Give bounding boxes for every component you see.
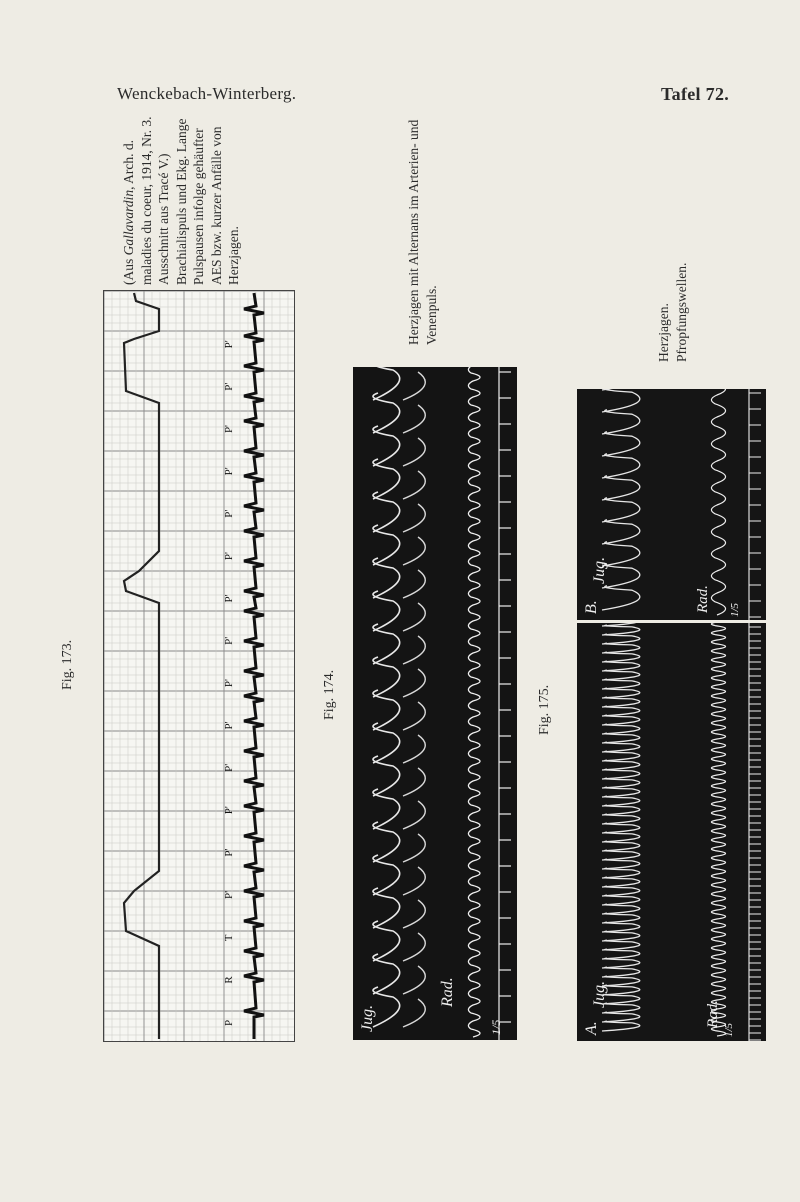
fig173-caption-author: Gallavardin bbox=[121, 189, 136, 256]
ecg-wave-label: P' bbox=[223, 424, 235, 434]
fig173-graph bbox=[104, 291, 294, 1041]
fig175b-rad-label: Rad. bbox=[695, 585, 711, 613]
jugular-pulse-beat bbox=[403, 636, 425, 664]
ecg-wave-label: P bbox=[223, 1019, 235, 1026]
jugular-pulse-beat bbox=[602, 904, 640, 914]
fig175b-jug-label: Jug. bbox=[591, 556, 608, 584]
jugular-pulse-beat bbox=[403, 768, 425, 796]
fig173-label: Fig. 173. bbox=[60, 639, 75, 690]
jugular-pulse-beat bbox=[602, 967, 640, 977]
jugular-pulse-beat bbox=[602, 476, 640, 500]
radial-pulse-curve bbox=[711, 623, 725, 1036]
ecg-wave-label: P' bbox=[223, 721, 235, 730]
ecg-wave-label: P' bbox=[223, 382, 235, 391]
fig173-caption-rest: , Arch. d. maladies du coeur, 1914, Nr. 3. Ausschnitt aus Tracé V.) Brachialispuls und Ekg. Lange Pulspausen infolge gehäufter AES bzw. kurzer Anfälle von Herzjagen. bbox=[121, 116, 241, 285]
ecg-wave-label: P' bbox=[223, 763, 235, 772]
jugular-pulse-beat bbox=[602, 634, 640, 644]
jugular-pulse-beat bbox=[602, 949, 640, 959]
fig173-caption-pre: (Aus bbox=[121, 255, 136, 285]
jugular-pulse-beat bbox=[403, 867, 425, 895]
jugular-pulse-beat bbox=[602, 760, 640, 770]
jugular-pulse-beat bbox=[403, 570, 425, 598]
jugular-pulse-beat bbox=[602, 733, 640, 743]
jugular-pulse-beat bbox=[602, 432, 640, 456]
jugular-pulse-beat bbox=[602, 625, 640, 635]
fig175b-letter: B. bbox=[583, 600, 600, 614]
plate-number: Tafel 72. bbox=[661, 84, 730, 104]
fig174-jug-label: Jug. bbox=[359, 1004, 376, 1032]
fig175a-rad-label: Rad. bbox=[705, 1000, 721, 1028]
jugular-pulse-beat bbox=[602, 454, 640, 478]
jugular-pulse-beat bbox=[602, 652, 640, 662]
jugular-pulse-beat bbox=[602, 661, 640, 671]
jugular-pulse-beat bbox=[602, 410, 640, 434]
jugular-pulse-beat bbox=[602, 1021, 640, 1031]
ecg-wave-label: P' bbox=[223, 806, 235, 815]
jugular-pulse-beat bbox=[403, 669, 425, 697]
jugular-pulse-beat bbox=[403, 834, 425, 862]
jugular-pulse-beat bbox=[602, 922, 640, 932]
ecg-wave-label: P' bbox=[223, 552, 235, 561]
brachial-pulse-curve bbox=[124, 293, 159, 1039]
jugular-pulse-beat bbox=[602, 778, 640, 788]
ecg-wave-label: P' bbox=[223, 467, 235, 476]
ecg-curve bbox=[244, 293, 264, 1039]
fig175-panel-b bbox=[577, 389, 766, 620]
jugular-pulse-beat bbox=[602, 859, 640, 869]
ecg-wave-label: R bbox=[223, 976, 235, 984]
jugular-pulse-beat bbox=[602, 498, 640, 522]
fig175a-jug-label: Jug. bbox=[591, 980, 608, 1008]
jugular-pulse-beat bbox=[602, 940, 640, 950]
ecg-wave-label: P' bbox=[223, 848, 235, 857]
jugular-pulse-beat bbox=[602, 697, 640, 707]
jugular-pulse-beat bbox=[602, 688, 640, 698]
fig175-panel-a bbox=[577, 623, 766, 1041]
jugular-pulse-beat bbox=[602, 1012, 640, 1022]
jugular-pulse-beat bbox=[373, 367, 400, 400]
jugular-pulse-beat bbox=[403, 504, 425, 532]
fig175b-graph bbox=[577, 389, 766, 620]
jugular-pulse-beat bbox=[602, 751, 640, 761]
jugular-pulse-beat bbox=[403, 933, 425, 961]
jugular-pulse-beat bbox=[602, 850, 640, 860]
fig174-time-label: 1/5 bbox=[489, 1019, 503, 1035]
ecg-wave-label: P' bbox=[223, 679, 235, 688]
jugular-pulse-beat bbox=[403, 801, 425, 829]
jugular-pulse-beat bbox=[602, 877, 640, 887]
jugular-pulse-beat bbox=[602, 814, 640, 824]
jugular-pulse-beat bbox=[403, 999, 425, 1027]
fig174-caption: Herzjagen mit Alternans im Arterien- und Venenpuls. bbox=[406, 119, 439, 345]
running-header-authors: Wenckebach-Winterberg. bbox=[117, 84, 297, 103]
ecg-wave-label: P' bbox=[223, 890, 235, 899]
jugular-pulse-beat bbox=[602, 796, 640, 806]
jugular-pulse-beat bbox=[403, 702, 425, 730]
jugular-pulse-beat bbox=[602, 706, 640, 716]
jugular-pulse-beat bbox=[403, 966, 425, 994]
jugular-pulse-beat bbox=[602, 623, 640, 626]
fig175-caption: Herzjagen. Pfropfungswellen. bbox=[656, 262, 689, 362]
jugular-pulse-beat bbox=[403, 438, 425, 466]
fig174-rad-label: Rad. bbox=[439, 977, 456, 1007]
jugular-pulse-beat bbox=[602, 931, 640, 941]
jugular-pulse-beat bbox=[602, 832, 640, 842]
jugular-pulse-beat bbox=[602, 958, 640, 968]
jugular-pulse-beat bbox=[602, 643, 640, 653]
fig174-tracing bbox=[353, 367, 517, 1040]
jugular-pulse-beat bbox=[602, 520, 640, 544]
fig175a-letter: A. bbox=[583, 1021, 600, 1035]
fig173-tracing bbox=[103, 290, 295, 1042]
jugular-pulse-beat bbox=[602, 895, 640, 905]
fig173-caption bbox=[120, 110, 243, 285]
fig175a-time-label: 1/5 bbox=[723, 1022, 735, 1037]
ecg-wave-label: P' bbox=[223, 509, 235, 518]
ecg-wave-label: T bbox=[223, 934, 235, 942]
jugular-pulse-beat bbox=[403, 735, 425, 763]
jugular-pulse-beat bbox=[602, 886, 640, 896]
jugular-pulse-beat bbox=[602, 913, 640, 923]
jugular-pulse-beat bbox=[602, 823, 640, 833]
jugular-pulse-beat bbox=[403, 603, 425, 631]
jugular-pulse-beat bbox=[602, 742, 640, 752]
jugular-pulse-beat bbox=[403, 900, 425, 928]
jugular-pulse-beat bbox=[602, 841, 640, 851]
jugular-pulse-beat bbox=[602, 787, 640, 797]
jugular-pulse-beat bbox=[602, 389, 640, 412]
fig175b-time-label: 1/5 bbox=[729, 602, 741, 617]
jugular-pulse-beat bbox=[602, 805, 640, 815]
jugular-pulse-beat bbox=[602, 769, 640, 779]
jugular-pulse-beat bbox=[602, 586, 640, 610]
jugular-pulse-beat bbox=[602, 868, 640, 878]
jugular-pulse-beat bbox=[403, 537, 425, 565]
jugular-pulse-beat bbox=[602, 715, 640, 725]
ecg-wave-label: P' bbox=[223, 636, 235, 645]
jugular-pulse-beat bbox=[602, 724, 640, 734]
ecg-wave-label: P' bbox=[223, 340, 235, 349]
jugular-pulse-beat bbox=[403, 405, 425, 433]
jugular-pulse-beat bbox=[403, 372, 425, 400]
radial-pulse-curve bbox=[711, 389, 725, 615]
jugular-pulse-beat bbox=[403, 471, 425, 499]
radial-pulse-curve bbox=[468, 367, 480, 1037]
jugular-pulse-beat bbox=[602, 679, 640, 689]
fig174-graph bbox=[353, 367, 517, 1040]
fig175a-graph bbox=[577, 623, 766, 1041]
fig174-label: Fig. 174. bbox=[322, 669, 337, 720]
jugular-pulse-beat bbox=[602, 670, 640, 680]
ecg-wave-label: P' bbox=[223, 594, 235, 603]
fig175-label: Fig. 175. bbox=[537, 684, 552, 735]
